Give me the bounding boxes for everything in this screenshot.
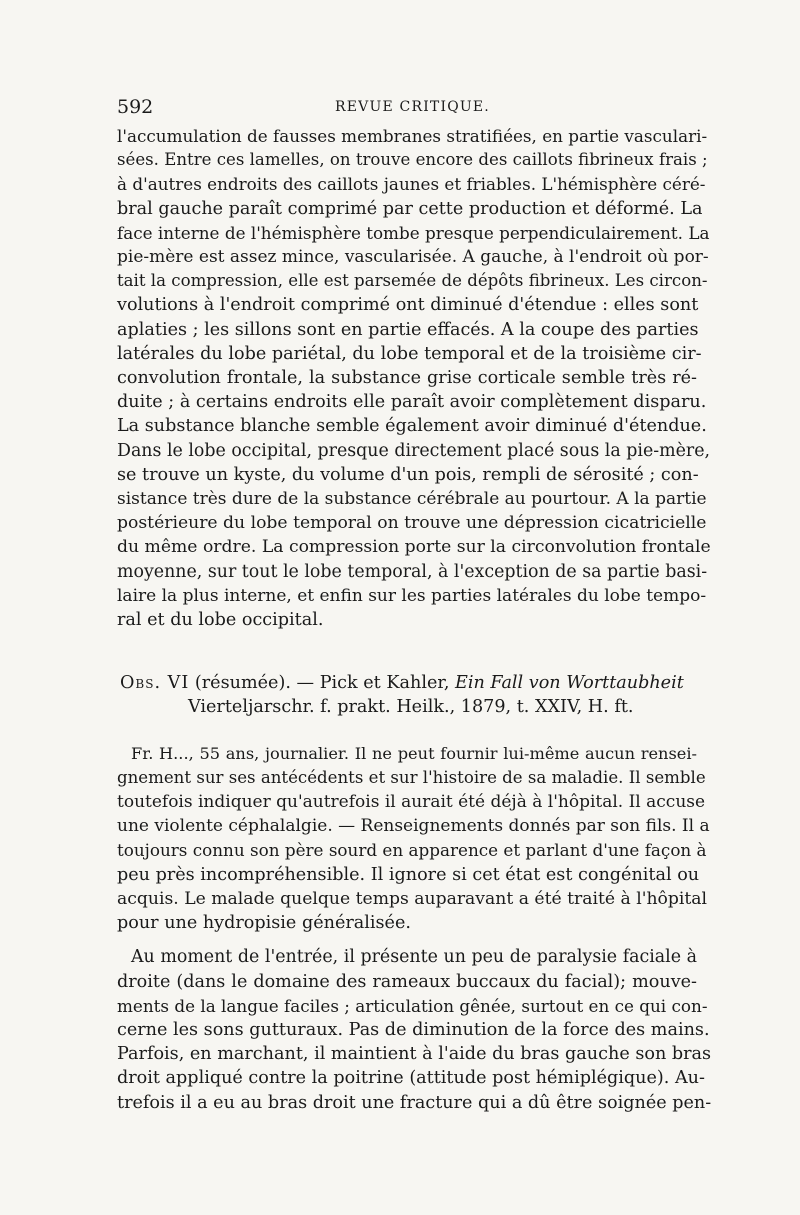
text-line: aplaties ; les sillons sont en partie effacés. A la coupe des parties <box>117 319 699 340</box>
paragraph-admission <box>117 945 712 1114</box>
text-line: du même ordre. La compression porte sur la circonvolution frontale <box>117 537 711 558</box>
observation-heading <box>117 671 697 719</box>
text-line: gnement sur ses antécédents et sur l'histoire de sa maladie. Il semble <box>117 767 706 787</box>
text-line: une violente céphalalgie. — Renseignements donnés par son fils. Il a <box>117 816 710 837</box>
book-page <box>117 96 712 1115</box>
text-line: Dans le lobe occipital, presque directement placé sous la pie-mère, <box>117 440 711 461</box>
text-line: ments de la langue faciles ; articulation gênée, surtout en ce qui con- <box>117 995 708 1016</box>
running-title: REVUE CRITIQUE. <box>335 99 490 115</box>
text-line: droite (dans le domaine des rameaux buccaux du facial); mouve- <box>117 971 697 992</box>
observation-article-title: Ein Fall von Worttaubheit <box>455 673 684 694</box>
text-line: sistance très dure de la substance cérébrale au pourtour. A la partie <box>117 489 707 510</box>
text-line: face interne de l'hémisphère tombe presque perpendiculairement. La <box>117 222 710 243</box>
text-line: toutefois indiquer qu'autrefois il aurait été déjà à l'hôpital. Il accuse <box>117 792 706 813</box>
text-line: laire la plus interne, et enfin sur les parties latérales du lobe tempo- <box>117 585 707 606</box>
text-line: droit appliqué contre la poitrine (attitude post hémiplégique). Au- <box>117 1068 705 1089</box>
text-line: pour une hydropisie généralisée. <box>117 913 411 934</box>
text-line: toujours connu son père sourd en apparence et parlant d'une façon à <box>117 840 707 861</box>
text-line: pie-mère est assez mince, vascularisée. A gauche, à l'endroit où por- <box>117 247 709 268</box>
text-line: duite ; à certains endroits elle paraît avoir complètement disparu. <box>117 392 707 413</box>
text-line: cerne les sons gutturaux. Pas de diminution de la force des mains. <box>117 1019 710 1040</box>
text-line: Au moment de l'entrée, il présente un peu de paralysie faciale à <box>131 947 697 968</box>
observation-authors: Pick et Kahler, <box>319 673 450 694</box>
text-line: La substance blanche semble également avoir diminué d'étendue. <box>117 416 707 437</box>
observation-title-line <box>117 671 697 695</box>
text-line: peu près incompréhensible. Il ignore si cet état est congénital ou <box>117 864 700 885</box>
text-line: l'accumulation de fausses membranes stratifiées, en partie vasculari- <box>117 126 708 146</box>
page-number: 592 <box>117 96 154 118</box>
text-line: moyenne, sur tout le lobe temporal, à l'exception de sa partie basi- <box>117 561 708 582</box>
text-line: sées. Entre ces lamelles, on trouve encore des caillots fibrineux frais ; <box>117 150 708 170</box>
text-line: Parfois, en marchant, il maintient à l'aide du bras gauche son bras <box>117 1044 712 1065</box>
page-header <box>117 96 697 124</box>
observation-summary-note: (résumée). — <box>194 673 315 694</box>
observation-label: Obs. VI <box>120 673 190 694</box>
text-line: acquis. Le malade quelque temps auparavant a été traité à l'hôpital <box>117 888 708 909</box>
text-line: se trouve un kyste, du volume d'un pois, rempli de sérosité ; con- <box>117 464 699 485</box>
text-line: ral et du lobe occipital. <box>117 610 324 631</box>
text-line: latérales du lobe pariétal, du lobe temporal et de la troisième cir- <box>117 343 702 364</box>
observation-reference: Vierteljarschr. f. prakt. Heilk., 1879, t. XXIV, H. ft. <box>188 697 634 718</box>
paragraph-history <box>117 742 710 936</box>
text-line: convolution frontale, la substance grise corticale semble très ré- <box>117 368 697 389</box>
text-line: tait la compression, elle est parsemée de dépôts fibrineux. Les circon- <box>117 271 708 291</box>
text-line: postérieure du lobe temporal on trouve une dépression cicatricielle <box>117 513 707 534</box>
text-line: bral gauche paraît comprimé par cette production et déformé. La <box>117 198 703 219</box>
text-line: volutions à l'endroit comprimé ont diminué d'étendue : elles sont <box>117 295 699 316</box>
paragraph-autopsy <box>117 124 711 632</box>
text-line: Fr. H..., 55 ans, journalier. Il ne peut fournir lui-même aucun rensei- <box>131 743 697 763</box>
text-line: à d'autres endroits des caillots jaunes et friables. L'hémisphère céré- <box>117 174 706 195</box>
text-line: trefois il a eu au bras droit une fracture qui a dû être soignée pen- <box>117 1092 712 1113</box>
